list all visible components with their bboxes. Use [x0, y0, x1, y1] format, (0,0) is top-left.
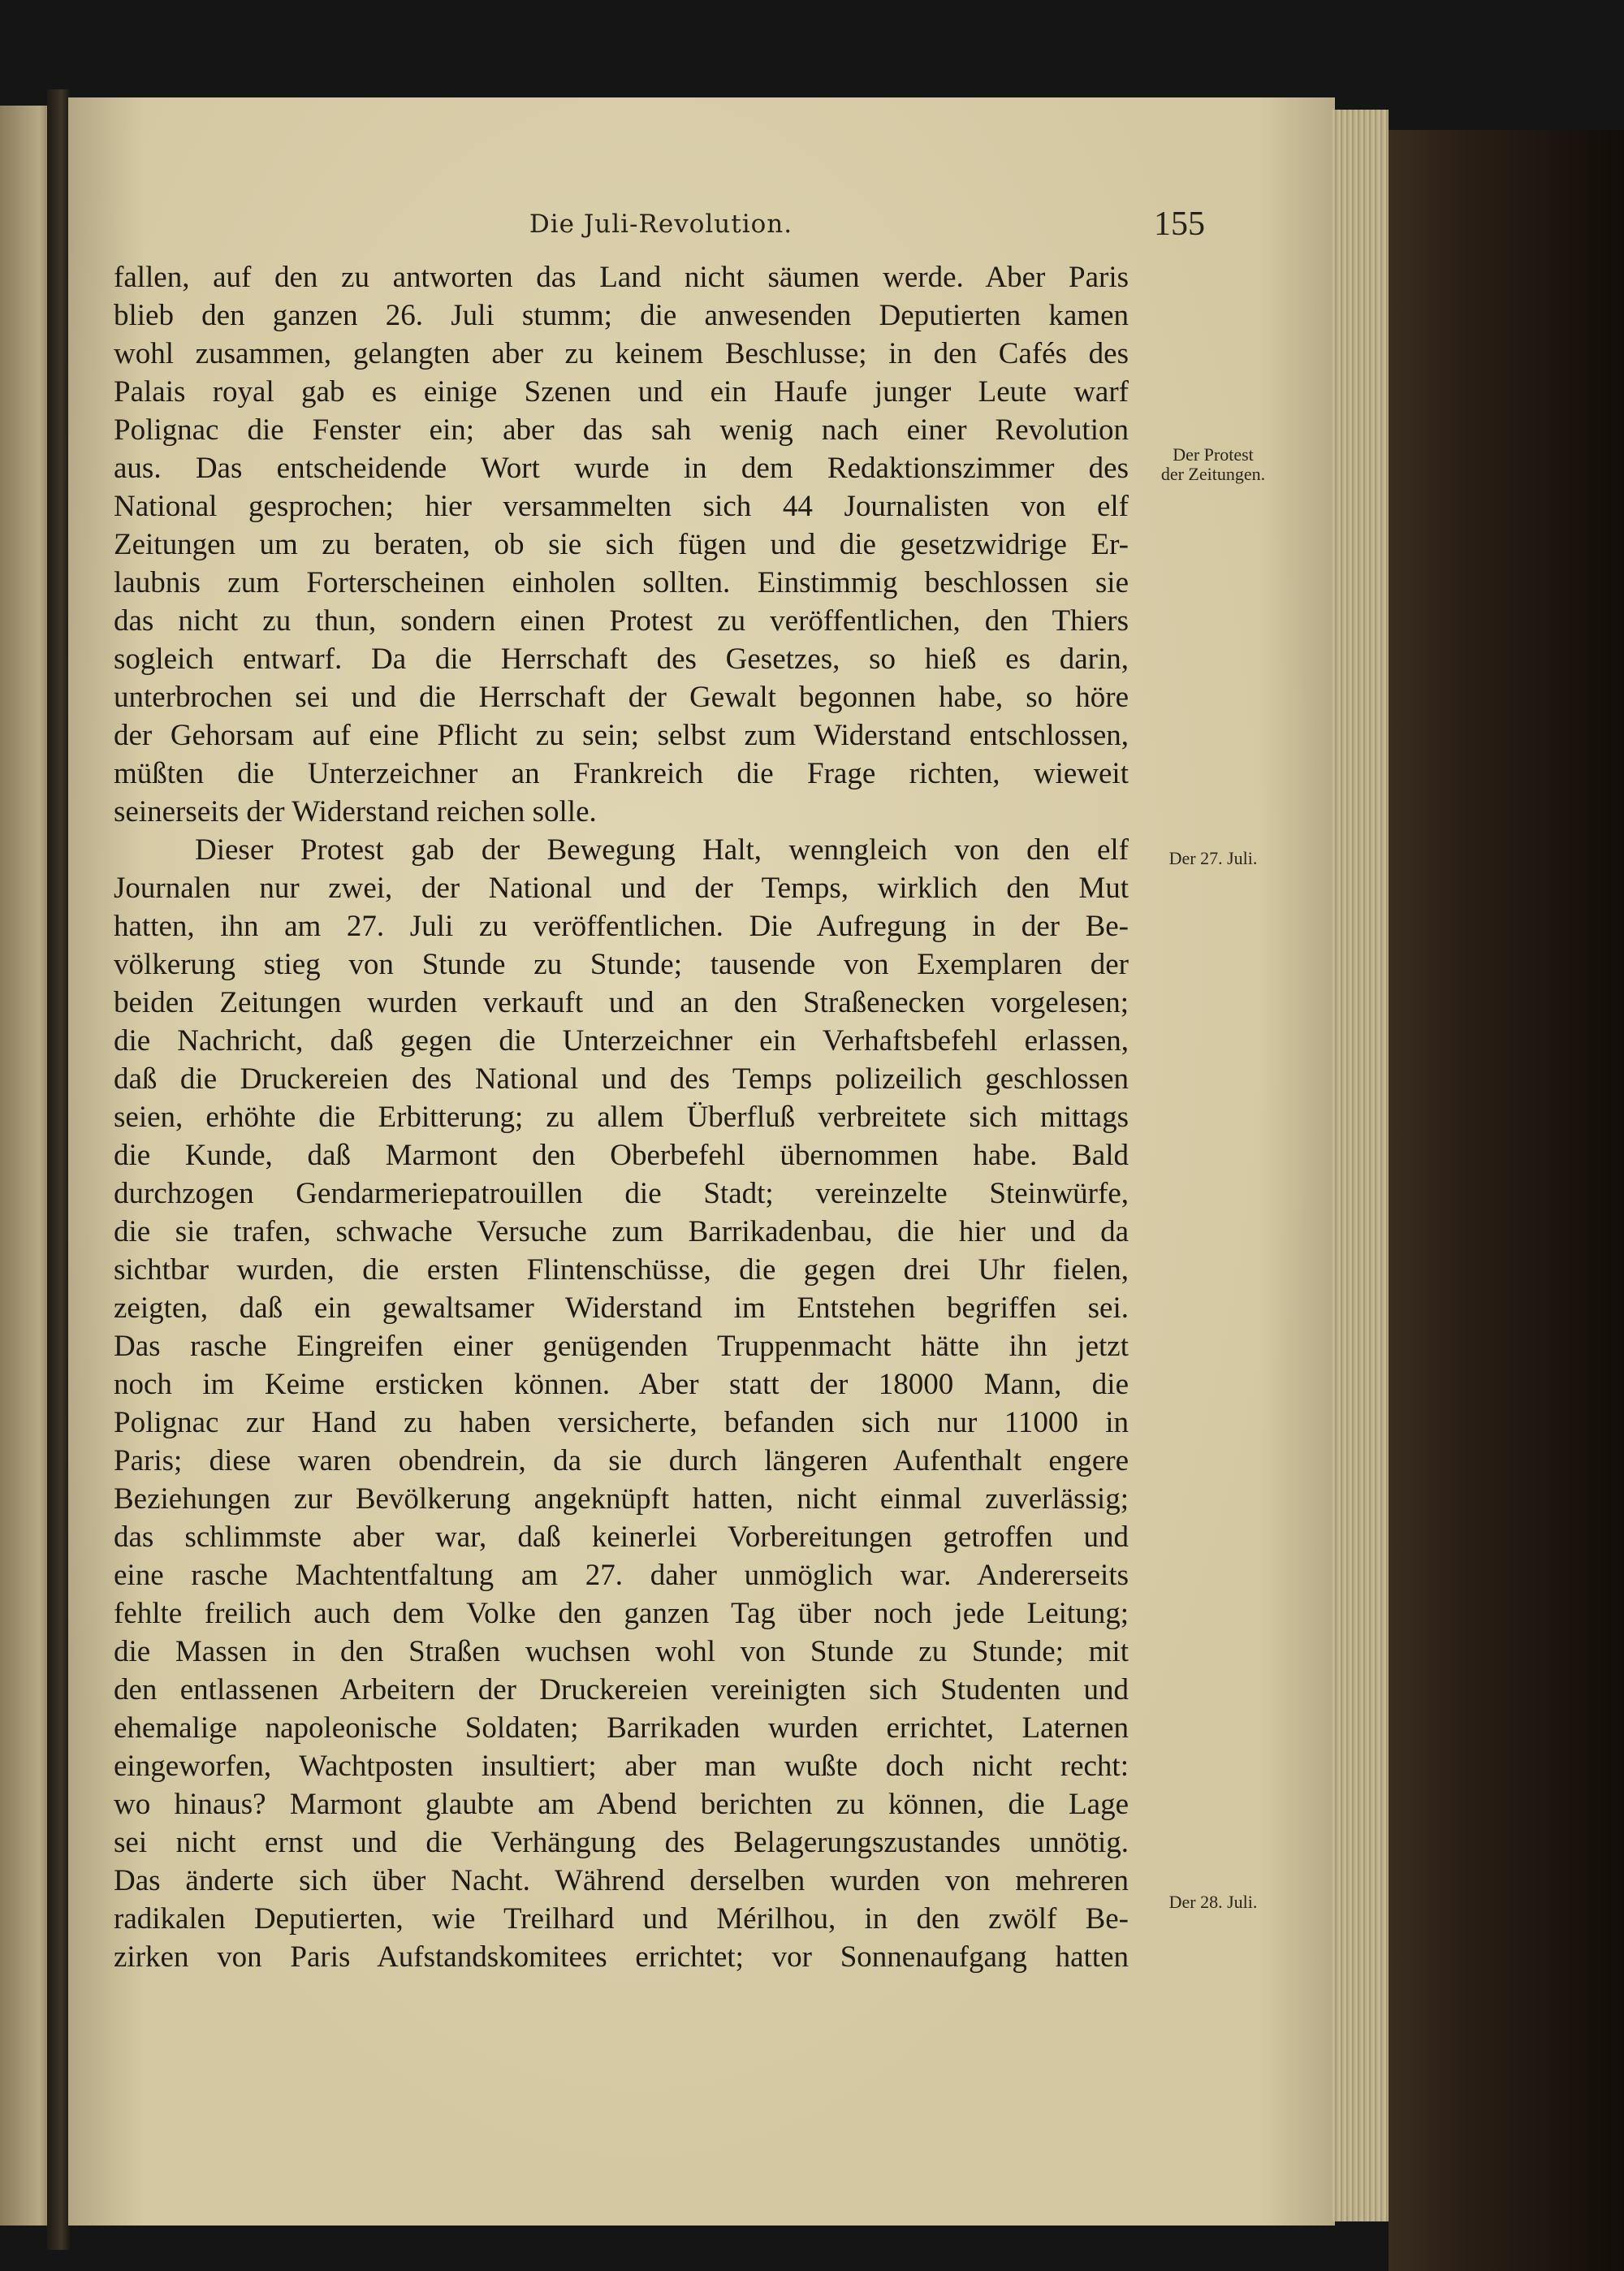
text-line: eine rasche Machtentfaltung am 27. daher unmöglich war. Andererseits: [114, 1559, 1129, 1592]
text-line: wo hinaus? Marmont glaubte am Abend berichten zu können, die Lage: [114, 1788, 1129, 1821]
margin-note-protest: [1140, 445, 1286, 484]
margin-note-line: Der Protest: [1173, 444, 1254, 465]
text-line: Dieser Protest gab der Bewegung Halt, wenngleich von den elf: [195, 833, 1129, 867]
page-number: 155: [1154, 205, 1205, 243]
text-line: das nicht zu thun, sondern einen Protest zu veröffentlichen, den Thiers: [114, 604, 1129, 638]
text-line: Paris; diese waren obendrein, da sie durch längeren Aufenthalt engere: [114, 1444, 1129, 1477]
text-line: aus. Das entscheidende Wort wurde in dem Redaktionszimmer des: [114, 452, 1129, 485]
text-line: Journalen nur zwei, der National und der Temps, wirklich den Mut: [114, 872, 1129, 905]
text-line: Polignac die Fenster ein; aber das sah wenig nach einer Revolution: [114, 413, 1129, 447]
text-line: Polignac zur Hand zu haben versicherte, befanden sich nur 11000 in: [114, 1406, 1129, 1439]
text-line: sei nicht ernst und die Verhängung des Belagerungszustandes unnötig.: [114, 1826, 1129, 1859]
text-line: durchzogen Gendarmeriepatrouillen die Stadt; vereinzelte Steinwürfe,: [114, 1177, 1129, 1210]
text-line: zeigten, daß ein gewaltsamer Widerstand im Entstehen begriffen sei.: [114, 1291, 1129, 1325]
text-line: völkerung stieg von Stunde zu Stunde; tausende von Exemplaren der: [114, 948, 1129, 981]
text-line: radikalen Deputierten, wie Treilhard und Mérilhou, in den zwölf Be-: [114, 1902, 1129, 1936]
body-text: [114, 258, 1129, 1976]
text-line: Beziehungen zur Bevölkerung angeknüpft hatten, nicht einmal zuverlässig;: [114, 1482, 1129, 1516]
text-line: seien, erhöhte die Erbitterung; zu allem Überfluß verbreitete sich mittags: [114, 1101, 1129, 1134]
text-line: zirken von Paris Aufstandskomitees errichtet; vor Sonnenaufgang hatten: [114, 1940, 1129, 1974]
text-line: Zeitungen um zu beraten, ob sie sich fügen und die gesetzwidrige Er-: [114, 528, 1129, 561]
text-line: die Nachricht, daß gegen die Unterzeichner ein Verhaftsbefehl erlassen,: [114, 1024, 1129, 1058]
margin-note-july-28: Der 28. Juli.: [1168, 1892, 1258, 1912]
page-header: [68, 205, 1335, 250]
text-line: müßten die Unterzeichner an Frankreich die Frage richten, wieweit: [114, 757, 1129, 790]
text-line: sogleich entwarf. Da die Herrschaft des Gesetzes, so hieß es darin,: [114, 642, 1129, 676]
text-line: eingeworfen, Wachtposten insultiert; aber man wußte doch nicht recht:: [114, 1750, 1129, 1783]
text-line: unterbrochen sei und die Herrschaft der Gewalt begonnen habe, so höre: [114, 681, 1129, 714]
text-line: ehemalige napoleonische Soldaten; Barrikaden wurden errichtet, Laternen: [114, 1711, 1129, 1745]
book-cover-edge: [1389, 130, 1624, 2271]
text-line: den entlassenen Arbeitern der Druckereien vereinigten sich Studenten und: [114, 1673, 1129, 1706]
text-line: das schlimmste aber war, daß keinerlei Vorbereitungen getroffen und: [114, 1520, 1129, 1554]
margin-note-line: der Zeitungen.: [1160, 464, 1266, 484]
page-block-edges: [1332, 110, 1389, 2221]
text-line: daß die Druckereien des National und des Temps polizeilich geschlossen: [114, 1062, 1129, 1096]
text-line: Das rasche Eingreifen einer genügenden Truppenmacht hätte ihn jetzt: [114, 1330, 1129, 1363]
text-line: wohl zusammen, gelangten aber zu keinem Beschlusse; in den Cafés des: [114, 337, 1129, 370]
text-line: Palais royal gab es einige Szenen und ein Haufe junger Leute warf: [114, 375, 1129, 409]
text-line: fallen, auf den zu antworten das Land nicht säumen werde. Aber Paris: [114, 261, 1129, 294]
text-line: seinerseits der Widerstand reichen solle.: [114, 795, 597, 828]
text-line: noch im Keime ersticken können. Aber statt der 18000 Mann, die: [114, 1368, 1129, 1401]
text-line: sichtbar wurden, die ersten Flintenschüsse, die gegen drei Uhr fielen,: [114, 1253, 1129, 1287]
text-line: blieb den ganzen 26. Juli stumm; die anwesenden Deputierten kamen: [114, 299, 1129, 332]
margin-note-july-27: Der 27. Juli.: [1168, 848, 1258, 868]
text-line: die Kunde, daß Marmont den Oberbefehl übernommen habe. Bald: [114, 1139, 1129, 1172]
text-line: National gesprochen; hier versammelten sich 44 Journalisten von elf: [114, 490, 1129, 523]
text-line: die sie trafen, schwache Versuche zum Barrikadenbau, die hier und da: [114, 1215, 1129, 1248]
text-line: beiden Zeitungen wurden verkauft und an den Straßenecken vorgelesen;: [114, 986, 1129, 1019]
text-line: laubnis zum Forterscheinen einholen sollten. Einstimmig beschlossen sie: [114, 566, 1129, 599]
text-line: die Massen in den Straßen wuchsen wohl von Stunde zu Stunde; mit: [114, 1635, 1129, 1668]
text-line: hatten, ihn am 27. Juli zu veröffentlichen. Die Aufregung in der Be-: [114, 910, 1129, 943]
text-line: Das änderte sich über Nacht. Während derselben wurden von mehreren: [114, 1864, 1129, 1897]
running-head: Die Juli-Revolution.: [529, 210, 793, 239]
text-line: der Gehorsam auf eine Pflicht zu sein; selbst zum Widerstand entschlossen,: [114, 719, 1129, 752]
text-line: fehlte freilich auch dem Volke den ganzen Tag über noch jede Leitung;: [114, 1597, 1129, 1630]
